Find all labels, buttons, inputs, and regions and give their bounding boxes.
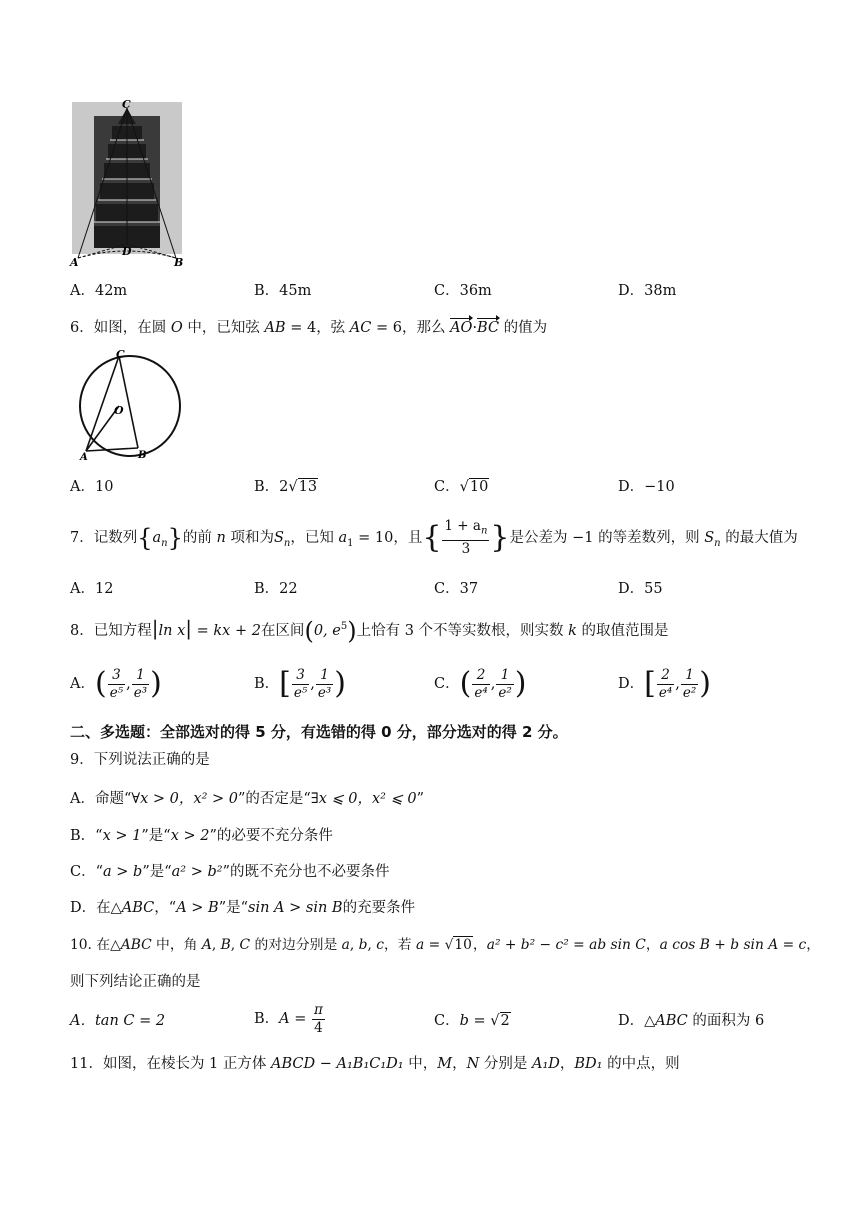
q8-text: 8．已知方程 <box>70 622 152 639</box>
q9-a-proposition: ∀x > 0，x² > 0 <box>131 791 238 807</box>
q10-option-c-eq: = <box>468 1013 491 1029</box>
q7-text: ，已知 <box>290 530 339 546</box>
q10-triangle: ABC <box>120 937 152 953</box>
frac-den: e⁵ <box>109 684 124 701</box>
q8-k: k <box>568 622 577 639</box>
q7-text: 7．记数列 <box>70 530 138 546</box>
q9-c-cond1: a > b <box>103 864 143 880</box>
q8-rhs: = kx + 2 <box>192 622 261 639</box>
q9-text: ，“ <box>154 900 177 916</box>
q8-ln-x: ln x <box>158 622 186 639</box>
q9-text: ”的必要不充分条件 <box>209 828 333 844</box>
q9-text: B．“ <box>70 828 103 844</box>
q5-option-b: B．45m <box>254 283 312 299</box>
q8-option-a-label: A． <box>70 676 95 692</box>
q6-option-c-prefix: C． <box>434 479 460 495</box>
frac-den: 4 <box>314 1019 323 1036</box>
frac-den: e² <box>498 684 512 701</box>
q6-circle-o: O <box>170 320 183 336</box>
frac-den: e³ <box>133 684 148 701</box>
q7-denominator: 3 <box>461 540 471 557</box>
q10-a-radicand: 10 <box>454 937 472 953</box>
q7-text: 是公差为 −1 的等差数列，则 <box>509 530 705 546</box>
frac-num: 3 <box>108 667 125 685</box>
q6-chord-ab: AB <box>264 320 286 336</box>
frac-den: e⁵ <box>293 684 308 701</box>
q6-option-b: B．2√13 <box>254 479 318 495</box>
q6-ac-value: = 6 <box>371 320 402 336</box>
q6-stem <box>70 318 547 338</box>
q10-angle-b: B <box>220 937 231 953</box>
q10-stem-line2: 则下列结论正确的是 <box>70 974 201 990</box>
q7-text: 项和为 <box>225 530 274 546</box>
q7-stem: 7．记数列$\{a_n\}$的前 n 项和为$S_n$，已知 $a_1 = 10$，且{ $\frac{1 + a_n}{3}$ }是公差为 −1 的等差数列，则 $S_n$ 的最大值为 <box>70 518 798 557</box>
q11-text: 中， <box>403 1056 438 1072</box>
q6-option-d: D．−10 <box>618 479 675 495</box>
q10-side-b: b <box>358 937 368 953</box>
q7-option-c: C．37 <box>434 581 479 597</box>
q8-text: 上恰有 3 个不等实数根，则实数 <box>356 622 569 639</box>
q10-side-c: c <box>376 937 385 953</box>
q6-chord-ac: AC <box>349 320 372 336</box>
pagoda-label-b: B <box>174 256 184 268</box>
q8-option-d: D．[ $\frac{2}{\text{e⁴}}$ , $\frac{1}{\text{e²}}$ ) <box>618 666 711 701</box>
q9-d-cond2: sin A > sin B <box>248 900 343 916</box>
q7-a1: a <box>338 530 348 546</box>
circle-figure <box>64 350 192 462</box>
q6-option-c-radicand: 10 <box>469 479 489 495</box>
q10-option-b-label: B． <box>254 1011 280 1027</box>
q6-text: 的值为 <box>499 320 548 336</box>
q8-option-c-label: C． <box>434 676 460 692</box>
q10-option-c-radicand: 2 <box>500 1013 510 1029</box>
q11-text: ， <box>559 1056 575 1072</box>
circle-label-b: B <box>138 450 147 461</box>
q10-text: , <box>349 937 359 953</box>
q6-text: 中，已知弦 <box>182 320 265 336</box>
frac-num: 1 <box>316 667 333 685</box>
q9-text: ”是“ <box>142 864 172 880</box>
q7-sn: S <box>704 530 715 546</box>
q7-sub: n <box>714 537 721 549</box>
pagoda-figure <box>66 96 188 268</box>
q8-stem: 8．已知方程|ln x| = kx + 2在区间(0, $e^5$)上恰有 3 个不等实数根，则实数 k 的取值范围是 <box>70 615 669 645</box>
q10-option-b <box>254 997 326 1041</box>
q11-stem <box>70 1054 680 1074</box>
q9-stem: 9．下列说法正确的是 <box>70 752 210 768</box>
frac-num: 1 <box>681 667 698 685</box>
q10-angle-a: A <box>201 937 212 953</box>
q10-text: , <box>230 937 240 953</box>
q10-text: 的对边分别是 <box>250 937 342 953</box>
q9-text: ” <box>416 791 424 807</box>
pagoda-label-c: C <box>122 98 131 111</box>
q10-text: ， <box>806 937 821 953</box>
frac-num: 2 <box>657 667 674 685</box>
q11-text: 的中点，则 <box>602 1056 680 1072</box>
q9-text: ”的既不充分也不必要条件 <box>222 864 390 880</box>
circle-label-a: A <box>80 452 88 462</box>
q10-text: 10. 在△ <box>70 937 121 953</box>
q7-sub: n <box>480 525 488 537</box>
q9-text: ”的否定是“ <box>238 791 311 807</box>
q5-option-c: C．36m <box>434 283 492 299</box>
q11-segment-bd1: BD₁ <box>574 1056 603 1072</box>
q11-text: ， <box>452 1056 467 1072</box>
q7-numerator: 1 + a <box>444 518 481 535</box>
q7-sub: 1 <box>347 537 354 549</box>
q9-text: A．命题“ <box>70 791 132 807</box>
q9-a-negation: ∃x ⩽ 0，x² ⩽ 0 <box>310 791 417 807</box>
q6-vector-ao: AO <box>450 320 473 336</box>
q7-n: n <box>216 530 226 546</box>
q9-c-cond2: a² > b² <box>171 864 223 880</box>
q7-option-a: A．12 <box>70 581 114 597</box>
q11-point-n: N <box>466 1056 480 1072</box>
q9-text: C．“ <box>70 864 104 880</box>
q7-option-b: B．22 <box>254 581 298 597</box>
q7-text: ，且 <box>393 530 423 546</box>
q8-text: 在区间 <box>260 622 305 639</box>
q6-text: 6．如图，在圆 <box>70 320 171 336</box>
q6-ab-value: = 4 <box>285 320 317 336</box>
q5-option-d: D．38m <box>618 283 677 299</box>
q6-text: ，那么 <box>401 320 451 336</box>
q7-sequence: a <box>152 530 162 546</box>
q8-option-b-label: B． <box>254 676 280 692</box>
circle-label-c: C <box>116 350 125 361</box>
q10-a-eq: a = <box>416 937 445 953</box>
q10-equation-2: a cos B + b sin A = c <box>659 937 807 953</box>
q10-side-a: a <box>341 937 350 953</box>
q10-angle-c: C <box>239 937 251 953</box>
q6-dot: · <box>472 320 478 336</box>
q10-stem-line1: 10. 在△ABC 中，角 A, B, C 的对边分别是 a, b, c，若 a = √10，a² + b² − c² = ab sin C，a cos B + b sin A = c， <box>70 937 821 953</box>
q8-option-a: A．( $\frac{3}{\text{e⁵}}$ , $\frac{1}{\text{e³}}$ ) <box>70 666 162 701</box>
frac-den: e⁴ <box>474 684 488 701</box>
q5-option-a: A．42m <box>70 283 128 299</box>
q8-interval-exp: 5 <box>340 621 348 632</box>
q6-text: ，弦 <box>316 320 350 336</box>
frac-num: 2 <box>472 667 489 685</box>
q10-text: , <box>367 937 377 953</box>
q9-d-triangle: ABC <box>121 900 155 916</box>
q10-option-d <box>618 1011 764 1031</box>
frac-den: e³ <box>317 684 332 701</box>
frac-num: 1 <box>496 667 513 685</box>
q7-a1-value: = 10 <box>353 530 394 546</box>
q6-option-b-prefix: B．2 <box>254 479 289 495</box>
q10-option-a <box>70 1011 165 1031</box>
circle-label-o: O <box>114 404 124 417</box>
q10-text: , <box>211 937 221 953</box>
q8-interval: 0, e <box>313 622 341 639</box>
q10-text: ，若 <box>384 937 416 953</box>
q9-text: 的充要条件 <box>342 900 416 916</box>
q11-text: 11．如图，在棱长为 1 正方体 <box>70 1056 272 1072</box>
q7-sn: S <box>273 530 284 546</box>
q11-segment-a1d: A₁D <box>531 1056 560 1072</box>
q10-equation-1: a² + b² − c² = ab sin C <box>486 937 646 953</box>
q9-option-a <box>70 789 424 809</box>
q9-b-cond1: x > 1 <box>102 828 142 844</box>
q7-sub: n <box>161 537 168 549</box>
q9-d-cond1: A > B <box>176 900 219 916</box>
q10-option-b-eq: = <box>289 1011 312 1027</box>
frac-num: 3 <box>292 667 309 685</box>
q6-vector-bc: BC <box>477 320 500 336</box>
q8-option-c: C．( $\frac{2}{\text{e⁴}}$ , $\frac{1}{\text{e²}}$ ) <box>434 666 527 701</box>
q9-text: D．在△ <box>70 900 122 916</box>
q11-point-m: M <box>437 1056 453 1072</box>
q10-text: 的面积为 6 <box>687 1013 765 1029</box>
q7-option-d: D．55 <box>618 581 663 597</box>
q9-option-b <box>70 826 333 846</box>
q10-option-c: C．b = √2 <box>434 1013 510 1029</box>
q10-text: D．△ <box>618 1013 656 1029</box>
frac-num: 1 <box>132 667 149 685</box>
q10-text: ， <box>645 937 660 953</box>
pagoda-label-a: A <box>70 256 79 268</box>
q10-option-c-var: b <box>459 1013 469 1029</box>
q11-text: 分别是 <box>479 1056 532 1072</box>
q9-option-d <box>70 898 415 918</box>
q8-text: 的取值范围是 <box>576 622 669 639</box>
q10-option-c-label: C． <box>434 1013 460 1029</box>
q10-option-d-triangle: ABC <box>655 1013 688 1029</box>
q7-fraction <box>442 518 489 558</box>
q9-text: ”是“ <box>218 900 249 916</box>
q6-option-a: A．10 <box>70 479 114 495</box>
section-2-heading: 二、多选题：全部选对的得 5 分，有选错的得 0 分，部分选对的得 2 分。 <box>70 723 568 741</box>
frac-den: e⁴ <box>658 684 673 701</box>
q10-option-a-text: A．tan C = 2 <box>70 1013 166 1029</box>
q6-option-c: C．√10 <box>434 479 489 495</box>
q6-option-b-radicand: 13 <box>298 479 318 495</box>
q7-text: 的最大值为 <box>720 530 798 546</box>
q7-text: 的前 <box>182 530 217 546</box>
q8-option-d-label: D． <box>618 676 645 692</box>
q11-cube: ABCD − A₁B₁C₁D₁ <box>271 1056 404 1072</box>
q10-text: 中，角 <box>151 937 202 953</box>
frac-den: e² <box>682 684 697 701</box>
q9-option-c <box>70 862 389 882</box>
q10-option-b-var: A <box>279 1011 290 1027</box>
q9-text: ”是“ <box>141 828 171 844</box>
q9-b-cond2: x > 2 <box>170 828 210 844</box>
pagoda-label-d: D <box>122 245 132 258</box>
q7-sub: n <box>283 537 291 549</box>
frac-num: π <box>314 1001 323 1018</box>
q10-text: ， <box>472 937 487 953</box>
q8-option-b: B．[ $\frac{3}{\text{e⁵}}$ , $\frac{1}{\text{e³}}$ ) <box>254 666 347 701</box>
